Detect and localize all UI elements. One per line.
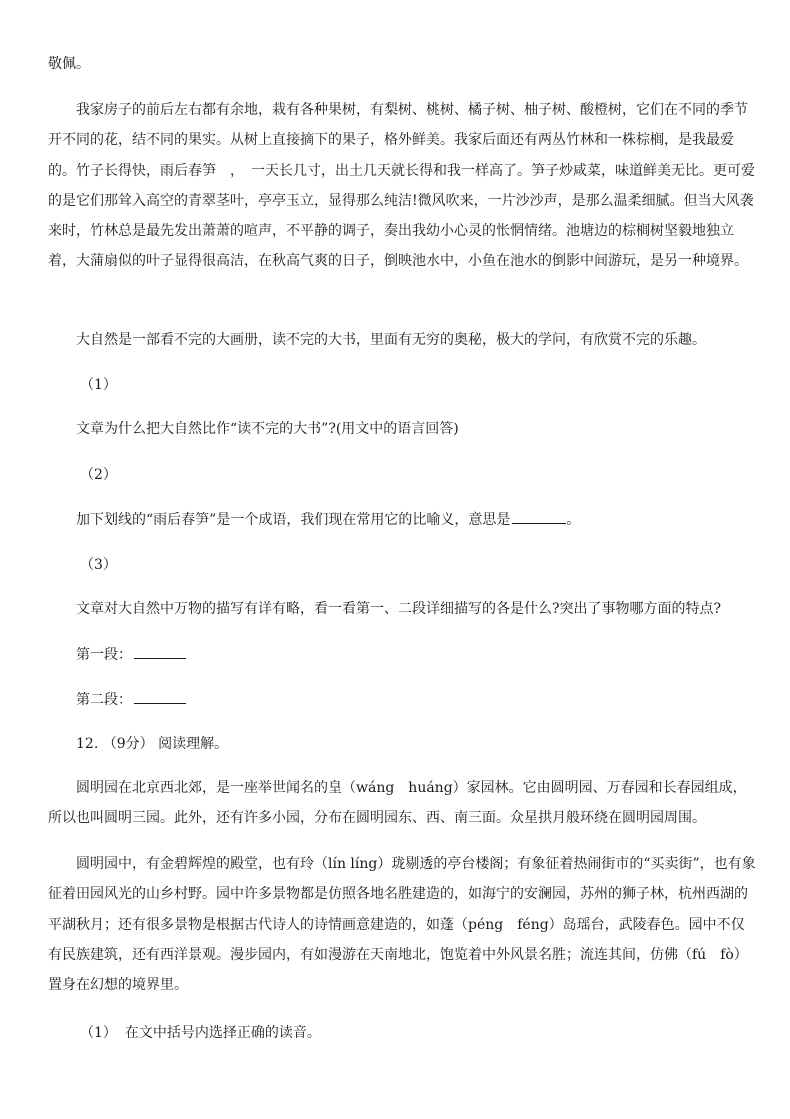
question-1-number: （1） — [80, 377, 117, 393]
paragraph-nature: 大自然是一部看不完的大画册，读不完的大书，里面有无穷的奥秘，极大的学问，有欣赏不完的乐趣。 — [76, 332, 706, 348]
segment-2-blank[interactable] — [134, 689, 186, 704]
question-12-heading: 12. （9分） 阅读理解。 — [76, 736, 229, 752]
segment-2-line: 第二段： — [76, 689, 186, 710]
paragraph-top: 敬佩。 — [48, 56, 90, 72]
sub-question-1: （1） 在文中括号内选择正确的读音。 — [80, 1025, 321, 1041]
paragraph-yuanmingyuan-1: 圆明园在北京西北郊，是一座举世闻名的皇（wáng huáng）家园林。它由圆明园、万春园和长春园组成，所以也叫圆明三园。此外，还有许多小园，分布在圆明园东、西、南三面。众星拱月般环绕在圆明园周围。 — [48, 780, 747, 827]
segment-1-line: 第一段： — [76, 644, 186, 665]
answer-blank[interactable] — [512, 509, 566, 524]
question-3-number: （3） — [80, 557, 117, 573]
paragraph-home: 我家房子的前后左右都有余地，栽有各种果树，有梨树、桃树、橘子树、柚子树、酸橙树，它们在不同的季节开不同的花，结不同的果实。从树上直接摘下的果子，格外鲜美。我家后面还有两丛竹林和一株棕榈，是我最爱的。竹子长得快，雨后春笋 ， 一天长几寸，出土几天就长得和我一样高了。笋子炒咸菜，味道鲜美无比。更可爱的是它们那耸入高空的青翠茎叶，亭亭玉立，显得那么纯洁!微风吹来，一片沙沙声，是那么温柔细腻。但当大风袭来时，竹林总是最先发出萧萧的喧声，不平静的调子，奏出我幼小心灵的怅惘情绪。池塘边的棕榈树坚毅地独立着，大蒲扇似的叶子显得很高洁，在秋高气爽的日子，倒映池水中，小鱼在池水的倒影中间游玩，是另一种境界。 — [48, 102, 755, 270]
question-3-text: 文章对大自然中万物的描写有详有略，看一看第一、二段详细描写的各是什么?突出了事物哪方面的特点? — [76, 601, 722, 617]
question-2-number: （2） — [80, 467, 117, 483]
question-1-text: 文章为什么把大自然比作“读不完的大书”?(用文中的语言回答) — [76, 421, 459, 437]
paragraph-yuanmingyuan-2: 圆明园中，有金碧辉煌的殿堂，也有玲（lín líng）珑剔透的亭台楼阁；有象征着热闹街市的“买卖街”，也有象征着田园风光的山乡村野。园中许多景物都是仿照各地名胜建造的，如海宁的安澜园，苏州的狮子林，杭州西湖的平湖秋月；还有很多景物是根据古代诗人的诗情画意建造的，如蓬（péng féng）岛瑶台，武陵春色。园中不仅有民族建筑，还有西洋景观。漫步园内，有如漫游在天南地北，饱览着中外风景名胜；流连其间，仿佛（fú fò）置身在幻想的境界里。 — [48, 856, 756, 994]
question-2-text: 加下划线的“雨后春笋”是一个成语，我们现在常用它的比喻义，意思是 。 — [76, 509, 580, 530]
segment-1-blank[interactable] — [134, 644, 186, 659]
